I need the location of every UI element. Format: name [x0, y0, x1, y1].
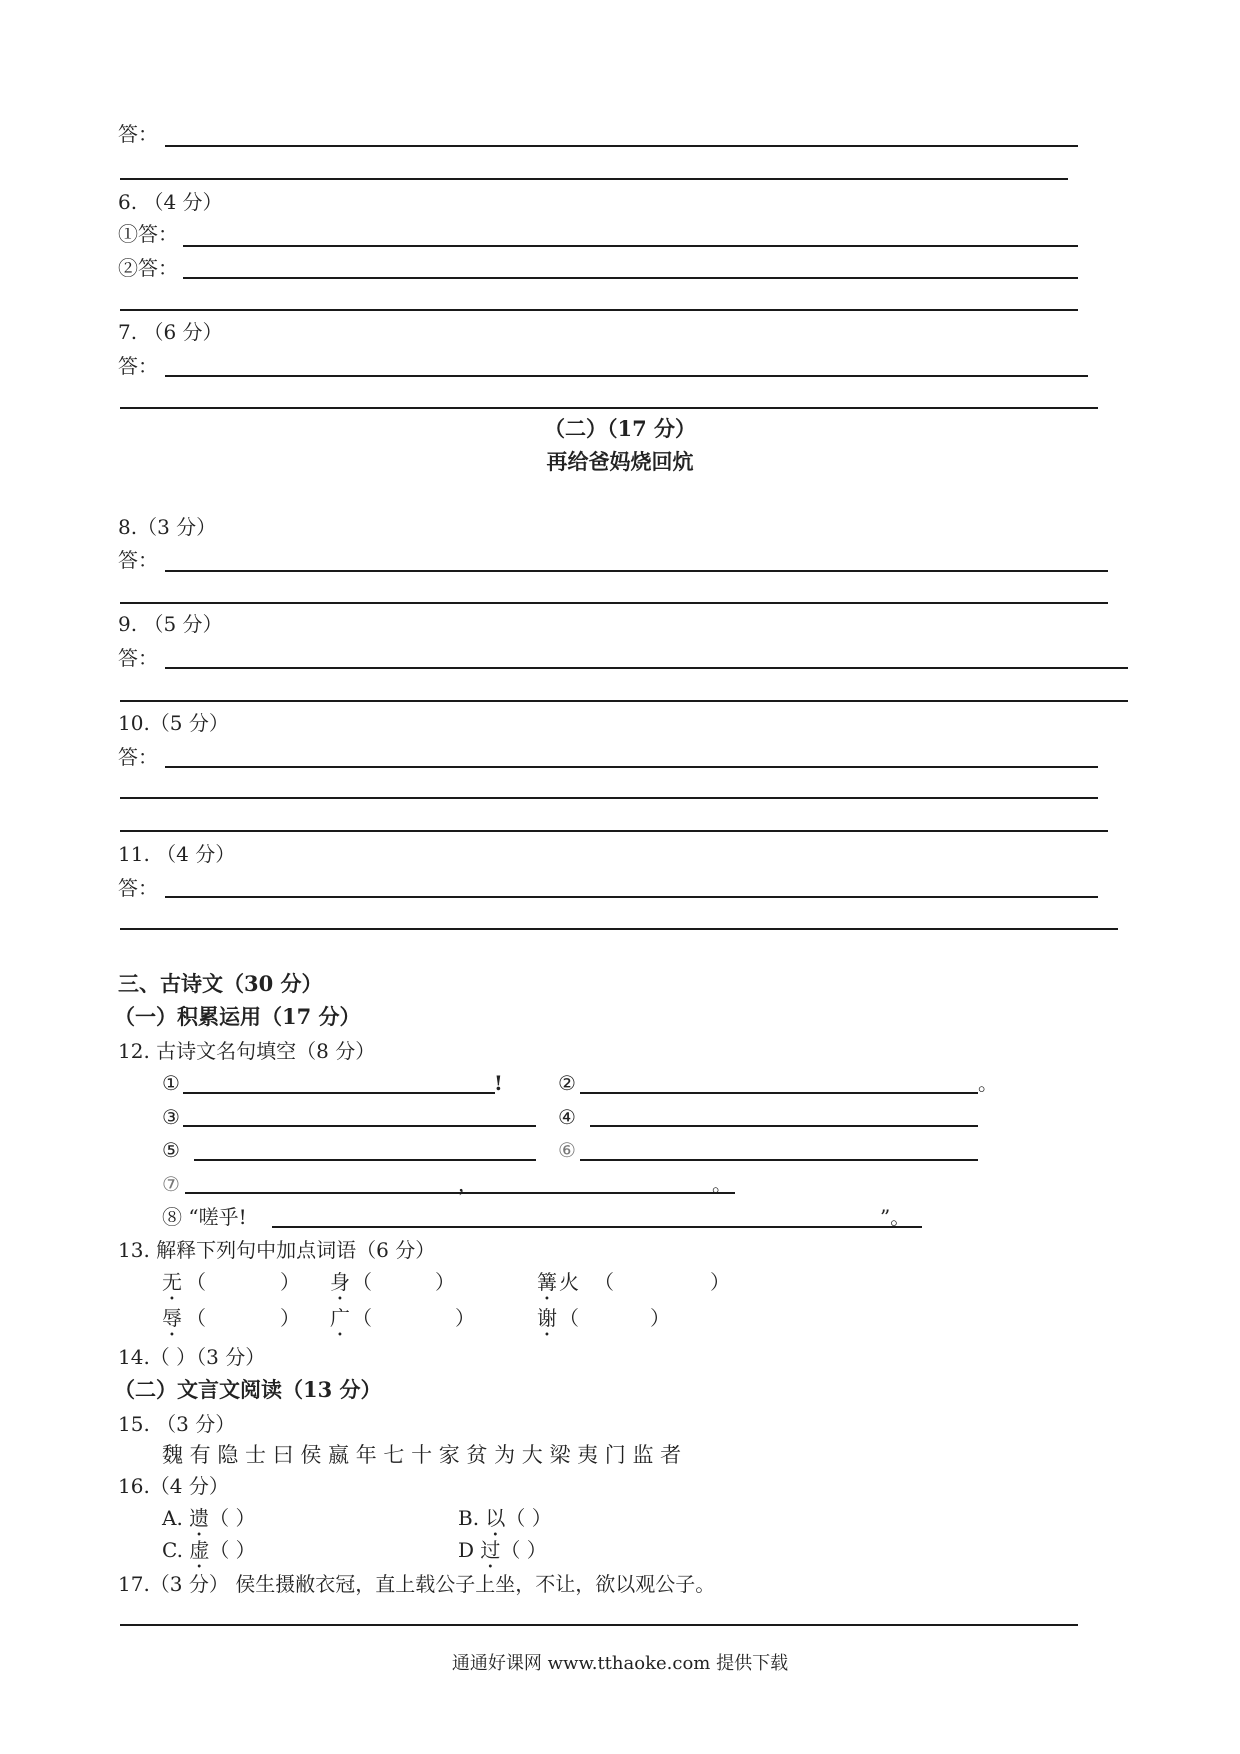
part-3-heading: 三、古诗文（30 分）: [118, 971, 323, 996]
blank-2-marker: ②: [558, 1071, 576, 1095]
blank-5-marker: ⑤: [162, 1138, 180, 1162]
answer-line[interactable]: [120, 1624, 1078, 1626]
answer-line[interactable]: [120, 700, 1128, 702]
blank-3-marker: ③: [162, 1105, 180, 1129]
blank-7-marker: ⑦: [162, 1172, 180, 1196]
fill-in-line[interactable]: [183, 1125, 536, 1127]
section-2-heading: （二）（17 分）: [543, 416, 697, 441]
paren-open: （: [594, 1270, 614, 1294]
option-d-paren: （ ）: [500, 1538, 547, 1562]
answer-line[interactable]: [120, 797, 1098, 799]
paren-close: ）: [435, 1270, 455, 1294]
paren-close: ）: [280, 1306, 300, 1330]
blank-6-marker: ⑥: [558, 1138, 576, 1162]
dotted-word: 谢: [537, 1306, 557, 1330]
q6-heading: 6. （4 分）: [118, 190, 223, 214]
footer-source: 通通好课网 www.tthaoke.com 提供下载: [451, 1653, 789, 1674]
q12-heading: 12. 古诗文名句填空（8 分）: [118, 1039, 376, 1063]
answer-line[interactable]: [165, 766, 1098, 768]
option-d: [458, 1538, 547, 1573]
dotted-word: 辱: [162, 1306, 182, 1330]
blank-7-end-punct: 。: [712, 1172, 732, 1196]
q9-heading: 9. （5 分）: [118, 612, 223, 636]
dotted-word: 无: [162, 1270, 182, 1294]
option-c: [162, 1538, 256, 1573]
paren-open: （: [352, 1270, 372, 1294]
blank-8-end-punct: ”。: [880, 1205, 911, 1229]
fill-in-line[interactable]: [590, 1125, 978, 1127]
subsection-1-heading: （一）积累运用（17 分）: [114, 1004, 361, 1029]
fill-in-line[interactable]: [183, 1092, 495, 1094]
answer-line[interactable]: [120, 928, 1118, 930]
answer-line[interactable]: [165, 570, 1108, 572]
answer-line[interactable]: [165, 145, 1078, 147]
q13-heading: 13. 解释下列句中加点词语（6 分）: [118, 1238, 436, 1262]
fill-in-line[interactable]: [580, 1092, 978, 1094]
dotted-word: 篝: [537, 1270, 557, 1294]
answer-line[interactable]: [165, 375, 1088, 377]
answer-label: 答：: [118, 646, 158, 670]
dotted-word: 广: [330, 1306, 350, 1330]
q7-heading: 7. （6 分）: [118, 320, 223, 344]
fill-in-line[interactable]: [580, 1159, 978, 1161]
q15-heading: 15. （3 分）: [118, 1412, 236, 1436]
blank-1-end-punct: !: [494, 1071, 503, 1095]
option-b: [458, 1506, 552, 1541]
q17-line: 17.（3 分） 侯生摄敝衣冠，直上载公子上坐，不让，欲以观公子。: [118, 1572, 716, 1596]
answer-label: 答：: [118, 876, 158, 900]
q16-heading: 16.（4 分）: [118, 1474, 229, 1498]
paren-close: ）: [650, 1306, 670, 1330]
answer-line[interactable]: [165, 896, 1098, 898]
answer-label: 答：: [118, 354, 158, 378]
blank-4-marker: ④: [558, 1105, 576, 1129]
paren-open: （: [186, 1270, 206, 1294]
q6-answer-2-label: ②答：: [118, 256, 178, 280]
option-c-paren: （ ）: [209, 1538, 256, 1562]
paren-close: ）: [280, 1270, 300, 1294]
dotted-word: 虚: [189, 1538, 210, 1562]
answer-label: 答：: [118, 122, 158, 146]
option-b-paren: （ ）: [505, 1506, 552, 1530]
paren-open: （: [186, 1306, 206, 1330]
answer-line[interactable]: [183, 277, 1078, 279]
option-c-prefix: C.: [162, 1538, 190, 1562]
q8-heading: 8.（3 分）: [118, 515, 217, 539]
option-b-prefix: B.: [458, 1506, 486, 1530]
subsection-2-heading: （二）文言文阅读（13 分）: [114, 1377, 382, 1402]
paren-open: （: [352, 1306, 372, 1330]
q14-line: 14.（ ）（3 分）: [118, 1345, 266, 1369]
answer-line[interactable]: [183, 245, 1078, 247]
paren-close: ）: [710, 1270, 730, 1294]
q10-heading: 10.（5 分）: [118, 711, 229, 735]
blank-8-marker: ⑧ “嗟乎!: [162, 1205, 247, 1229]
answer-line[interactable]: [120, 309, 1078, 311]
answer-line[interactable]: [165, 667, 1128, 669]
fill-in-line[interactable]: [194, 1159, 536, 1161]
dotted-word: 以: [485, 1506, 506, 1530]
option-d-prefix: D: [458, 1538, 481, 1562]
option-a-prefix: A.: [162, 1506, 190, 1530]
blank-2-end-punct: 。: [978, 1071, 998, 1095]
dotted-word: 遗: [189, 1506, 210, 1530]
passage-title: 再给爸妈烧回炕: [546, 449, 694, 474]
paren-close: ）: [455, 1306, 475, 1330]
option-a: [162, 1506, 256, 1541]
blank-1-marker: ①: [162, 1071, 180, 1095]
answer-line[interactable]: [120, 407, 1098, 409]
answer-label: 答：: [118, 745, 158, 769]
answer-label: 答：: [118, 548, 158, 572]
fill-in-line[interactable]: [272, 1226, 922, 1228]
blank-7-comma: ，: [458, 1172, 478, 1196]
q11-heading: 11. （4 分）: [118, 842, 236, 866]
dotted-word: 过: [480, 1538, 501, 1562]
answer-line[interactable]: [120, 178, 1068, 180]
q6-answer-1-label: ①答：: [118, 222, 178, 246]
word-char: 火: [559, 1270, 579, 1294]
answer-line[interactable]: [120, 830, 1108, 832]
paren-open: （: [559, 1306, 579, 1330]
q15-sentence: 魏 有 隐 士 曰 侯 嬴 年 七 十 家 贫 为 大 梁 夷 门 监 者: [162, 1443, 682, 1467]
dotted-word: 身: [330, 1270, 350, 1294]
option-a-paren: （ ）: [209, 1506, 256, 1530]
answer-line[interactable]: [120, 602, 1108, 604]
